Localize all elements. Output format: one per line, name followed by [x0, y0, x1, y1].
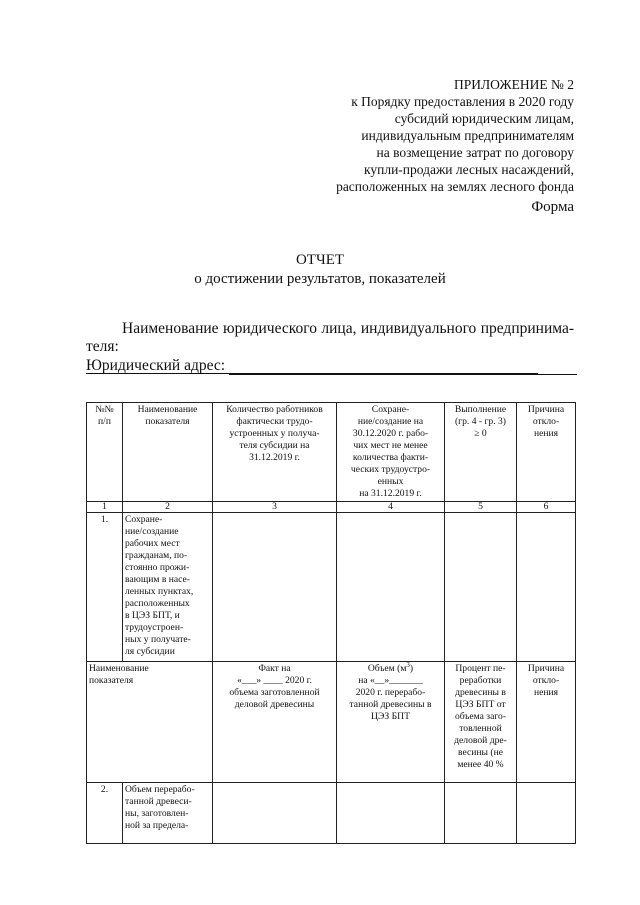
row-number: 2. — [87, 783, 123, 844]
row-number: 1. — [87, 513, 123, 662]
input-cell[interactable] — [213, 513, 337, 662]
header-cell-workers-count: Количество работников фактически трудо- устроенных у получа- теля субсидии на 31.12.2019 г. — [213, 403, 337, 502]
appendix-line: ПРИЛОЖЕНИЕ № 2 — [453, 77, 574, 92]
subheader-cell-indicator: Наименование показателя — [87, 662, 213, 783]
appendix-line: на возмещение затрат по договору — [376, 145, 574, 160]
legal-address-field[interactable] — [229, 360, 577, 375]
subheader-cell-reason: Причина откло- нения — [517, 662, 576, 783]
subheader-cell-percent: Процент пе- реработки древесины в ЦЭЗ БПТ от объема заго- товленной деловой дре- весины (не менее 40 % — [445, 662, 517, 783]
table-row — [87, 513, 576, 662]
legal-address-label: Юридический адрес: — [86, 357, 226, 374]
header-cell-deviation-reason: Причина откло- нения — [517, 403, 576, 502]
appendix-line: купли-продажи лесных насаждений, — [363, 162, 574, 177]
input-cell[interactable] — [517, 783, 576, 844]
column-number: 4 — [337, 502, 445, 513]
table-row — [87, 783, 576, 844]
legal-address-block — [86, 357, 577, 375]
appendix-line: субсидий юридическим лицам, — [394, 111, 574, 126]
report-subtitle: о достижении результатов, показателей — [194, 271, 446, 287]
input-cell[interactable] — [445, 783, 517, 844]
column-number-row — [87, 502, 576, 513]
form-label: Форма — [531, 199, 574, 215]
column-number: 1 — [87, 502, 123, 513]
header-cell-number: №№ п/п — [87, 403, 123, 502]
appendix-header — [304, 76, 574, 195]
input-cell[interactable] — [517, 513, 576, 662]
appendix-line: индивидуальным предпринимателям — [361, 128, 574, 143]
input-cell[interactable] — [337, 513, 445, 662]
header-cell-jobs-created: Сохране- ние/создание на 30.12.2020 г. рабо- чих мест не менее количества факти- ческих трудоустро- енных на 31.12.2019 г. — [337, 403, 445, 502]
input-cell[interactable] — [213, 783, 337, 844]
report-title: ОТЧЕТ — [295, 252, 345, 268]
column-number: 6 — [517, 502, 576, 513]
table-header-row — [87, 403, 576, 502]
appendix-line: расположенных на землях лесного фонда — [336, 179, 574, 194]
input-cell[interactable] — [337, 783, 445, 844]
organization-name-label: Наименование юридического лица, индивидуального предпринима- — [122, 320, 574, 337]
input-cell[interactable] — [445, 513, 517, 662]
column-number: 2 — [123, 502, 213, 513]
organization-name-label-cont: теля: — [86, 338, 119, 355]
header-cell-fulfillment: Выполнение (гр. 4 - гр. 3) ≥ 0 — [445, 403, 517, 502]
table-subheader-row — [87, 662, 576, 783]
row-indicator: Сохране- ние/создание рабочих мест гражданам, по- стоянно прожи- вающим в насе- ленных пунктах, расположенных в ЦЭЗ БПТ, и трудоустроен- ных у получате- ля субсидии — [123, 513, 213, 662]
appendix-line: к Порядку предоставления в 2020 году — [351, 94, 574, 109]
header-cell-indicator: Наименование показателя — [123, 403, 213, 502]
subheader-cell-fact: Факт на «___» ____ 2020 г. объема заготовленной деловой древесины — [213, 662, 337, 783]
row-indicator: Объем перерабо- танной древеси- ны, заготовлен- ной за предела- — [123, 783, 213, 844]
column-number: 5 — [445, 502, 517, 513]
column-number: 3 — [213, 502, 337, 513]
report-table — [86, 402, 576, 844]
subheader-cell-volume: Объем $(м^3)$ на «__»_______ 2020 г. перерабо- танной древесины в ЦЭЗ БПТ — [337, 662, 445, 783]
